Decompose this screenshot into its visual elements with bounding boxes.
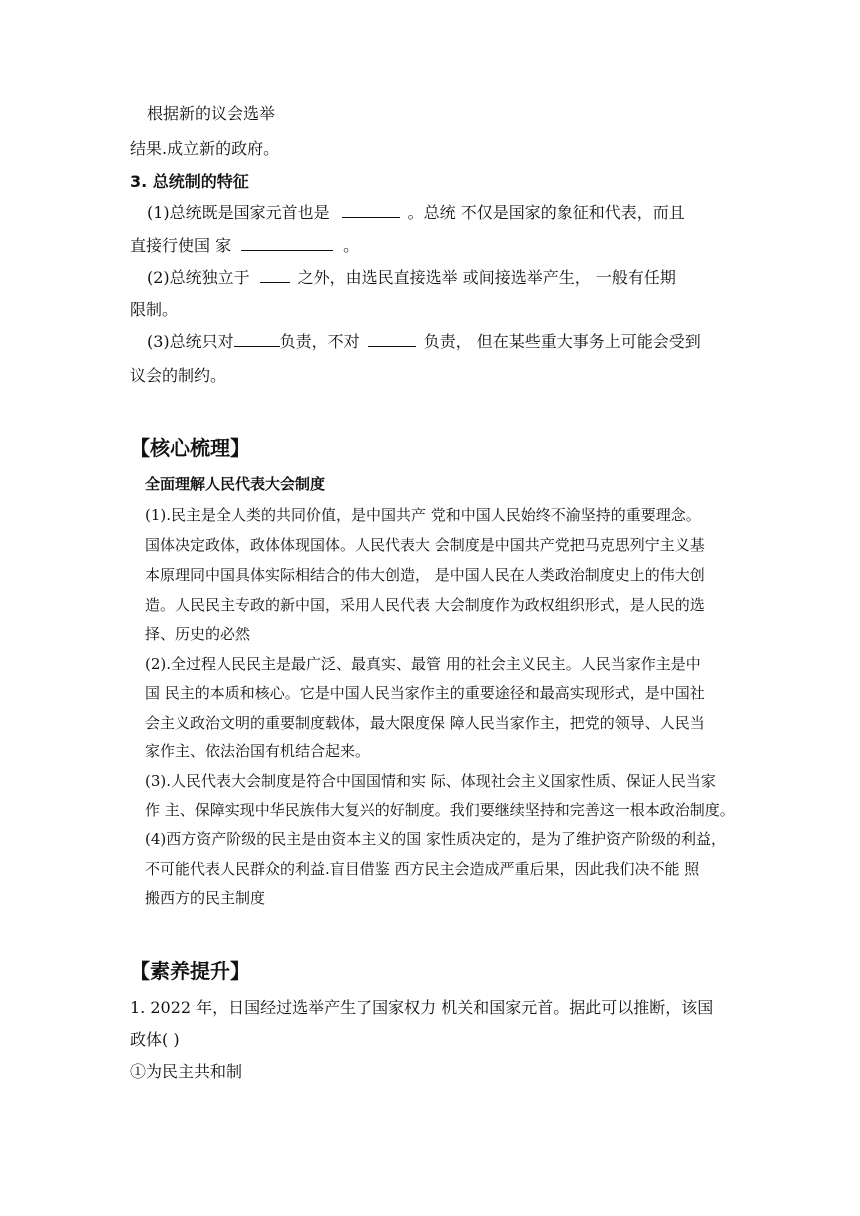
paragraph-1-line-1: [147, 203, 685, 223]
core-line: 本原理同中国具体实际相结合的伟大创造， 是中国人民在人类政治制度史上的伟大创: [145, 566, 705, 584]
text: 之外，由选民直接选举 或间接选举产生， 一般有任期: [297, 268, 676, 287]
text: 直接行使国 家: [130, 236, 232, 255]
core-line: 造。人民民主专政的新中国，采用人民代表 大会制度作为政权组织形式，是人民的选: [145, 596, 705, 614]
core-subtitle: 全面理解人民代表大会制度: [145, 475, 326, 493]
intro-line-1: 根据新的议会选举: [147, 104, 276, 123]
core-line: (3).人民代表大会制度是符合中国国情和实 际、体现社会主义国家性质、保证人民当家: [145, 772, 716, 790]
core-line: 国 民主的本质和核心。它是中国人民当家作主的重要途径和最高实现形式，是中国社: [145, 684, 705, 702]
fill-blank: [368, 332, 416, 347]
paragraph-2-line-1: [147, 268, 676, 288]
section-heading: 3. 总统制的特征: [130, 172, 249, 191]
text: 。: [343, 236, 360, 255]
paragraph-1-line-2: [130, 236, 359, 256]
option-1: ①为民主共和制: [130, 1062, 243, 1081]
core-line: 不可能代表人民群众的利益.盲目借鉴 西方民主会造成严重后果，因此我们决不能 照: [145, 860, 700, 878]
text: (1)总统既是国家元首也是: [147, 203, 330, 222]
core-line: 国体决定政体，政体体现国体。人民代表大 会制度是中国共产党把马克思列宁主义基: [145, 536, 705, 554]
paragraph-3-line-1: [147, 332, 701, 352]
text: 负责，不对: [279, 332, 360, 351]
paragraph-2-line-2: 限制。: [130, 300, 179, 319]
text: (2)总统独立于: [147, 268, 250, 287]
fill-blank: [234, 332, 280, 347]
core-line: 择、历史的必然: [145, 625, 251, 643]
fill-blank: [241, 236, 333, 251]
core-line: 会主义政治文明的重要制度载体，最大限度保 障人民当家作主，把党的领导、人民当: [145, 714, 705, 732]
intro-line-2: 结果.成立新的政府。: [130, 139, 280, 158]
fill-blank: [342, 203, 400, 218]
improve-title: 【素养提升】: [130, 959, 250, 983]
question-1-line-2: 政体( ): [130, 1030, 180, 1049]
paragraph-3-line-2: 议会的制约。: [130, 366, 227, 385]
fill-blank: [260, 268, 290, 283]
core-line: (4)西方资产阶级的民主是由资本主义的国 家性质决定的，是为了维护资产阶级的利益，: [145, 830, 727, 848]
core-line: 搬西方的民主制度: [145, 889, 266, 907]
text: 。总统 不仅是国家的象征和代表，而且: [407, 203, 685, 222]
text: 负责， 但在某些重大事务上可能会受到: [423, 332, 701, 351]
core-title: 【核心梳理】: [130, 436, 250, 460]
core-line: (2).全过程人民民主是最广泛、最真实、最管 用的社会主义民主。人民当家作主是中: [145, 655, 701, 673]
core-line: 作 主、保障实现中华民族伟大复兴的好制度。我们要继续坚持和完善这一根本政治制度。: [145, 801, 735, 819]
question-1-line-1: 1. 2022 年，日国经过选举产生了国家权力 机关和国家元首。据此可以推断，该国: [130, 998, 714, 1017]
text: (3)总统只对: [147, 332, 234, 351]
core-line: 家作主、依法治国有机结合起来。: [145, 742, 371, 760]
core-line: (1).民主是全人类的共同价值，是中国共产 党和中国人民始终不渝坚持的重要理念。: [145, 506, 701, 524]
